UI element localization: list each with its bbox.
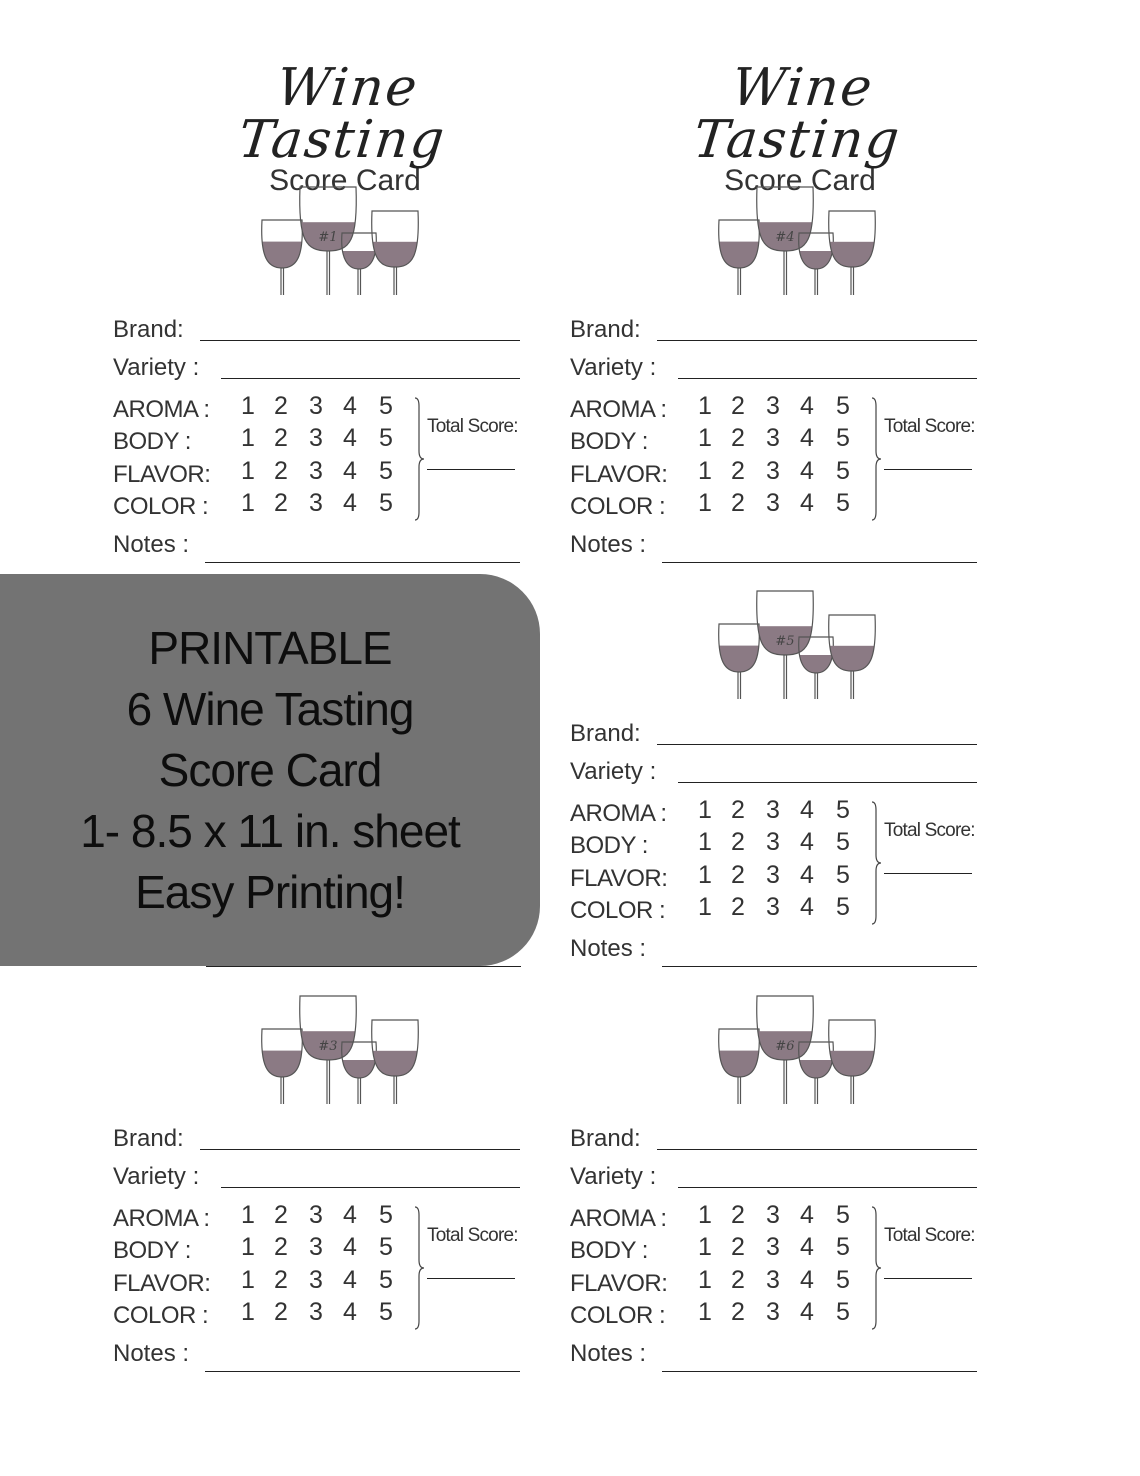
score-option[interactable]: 4 [800,828,814,856]
score-option[interactable]: 3 [766,1201,780,1229]
score-option[interactable]: 1 [698,861,712,889]
score-option[interactable]: 5 [836,861,850,889]
score-option[interactable]: 4 [800,1201,814,1229]
notes-line[interactable] [205,562,520,563]
notes-line[interactable] [662,562,977,563]
score-option[interactable]: 1 [698,1201,712,1229]
score-option[interactable]: 5 [836,828,850,856]
wine-fill [824,1051,880,1107]
variety-line[interactable] [678,378,977,379]
score-option[interactable]: 5 [836,392,850,420]
score-option[interactable]: 2 [731,796,745,824]
variety-label: Variety : [570,354,657,381]
brace-icon [870,1205,882,1331]
criterion-label: AROMA : [570,396,667,423]
brace-icon [413,396,425,522]
score-option[interactable]: 5 [379,392,393,420]
score-option[interactable]: 3 [766,1233,780,1261]
score-card [113,1125,533,1365]
score-option[interactable]: 2 [731,424,745,452]
score-option[interactable]: 3 [309,424,323,452]
notes-line[interactable] [662,966,977,967]
score-option[interactable]: 1 [698,1233,712,1261]
score-option[interactable]: 1 [241,457,255,485]
brand-label: Brand: [570,1125,641,1152]
variety-label: Variety : [570,1163,657,1190]
criterion-label: FLAVOR: [113,1270,211,1297]
score-option[interactable]: 2 [274,1298,288,1326]
wine-glasses-svg [712,994,882,1109]
wine-fill [714,242,764,290]
score-option[interactable]: 3 [766,489,780,517]
score-card [113,316,533,556]
promo-line: PRINTABLE [148,621,392,674]
score-option[interactable]: 3 [766,392,780,420]
score-option[interactable]: 1 [698,457,712,485]
criterion-label: AROMA : [113,1205,210,1232]
score-option[interactable]: 2 [274,457,288,485]
score-option[interactable]: 5 [836,424,850,452]
score-option[interactable]: 1 [241,1201,255,1229]
wine-fill [714,646,764,694]
criterion-label: AROMA : [570,1205,667,1232]
score-option[interactable]: 1 [698,1298,712,1326]
criterion-label: COLOR : [570,897,666,924]
score-option[interactable]: 3 [309,1233,323,1261]
score-option[interactable]: 1 [241,1266,255,1294]
criterion-label: FLAVOR: [570,1270,668,1297]
score-option[interactable]: 4 [343,424,357,452]
score-option[interactable]: 3 [309,457,323,485]
score-option[interactable]: 4 [343,1233,357,1261]
score-card [570,316,990,556]
score-option[interactable]: 4 [343,457,357,485]
score-option[interactable]: 4 [800,457,814,485]
score-option[interactable]: 5 [836,796,850,824]
criterion-label: COLOR : [113,493,209,520]
card-number: #1 [318,230,338,245]
brand-line[interactable] [200,340,520,341]
brand-line[interactable] [200,1149,520,1150]
promo-line: Score Card [158,743,382,796]
wine-glasses-illustration [255,185,425,300]
brace-icon [413,1205,425,1331]
score-option[interactable]: 5 [836,457,850,485]
criterion-label: FLAVOR: [570,461,668,488]
score-option[interactable]: 1 [241,392,255,420]
criterion-label: BODY : [113,428,191,455]
total-score-label: Total Score: [427,416,518,437]
score-option[interactable]: 2 [274,1266,288,1294]
brand-label: Brand: [113,1125,184,1152]
score-option[interactable]: 3 [766,424,780,452]
notes-label: Notes : [113,1340,190,1367]
brace-icon [870,800,882,926]
score-option[interactable]: 2 [731,828,745,856]
score-option[interactable]: 1 [698,796,712,824]
score-option[interactable]: 2 [731,893,745,921]
score-option[interactable]: 2 [731,457,745,485]
total-score-label: Total Score: [427,1225,518,1246]
card-number: #5 [775,634,795,649]
score-option[interactable]: 3 [766,1266,780,1294]
title-script: Wine Tasting [690,58,904,170]
wine-fill [824,242,880,298]
score-option[interactable]: 5 [379,1298,393,1326]
title-subtitle: Score Card [724,164,876,197]
total-score-label: Total Score: [884,416,975,437]
score-option[interactable]: 2 [731,489,745,517]
total-score-label: Total Score: [884,1225,975,1246]
variety-label: Variety : [113,354,200,381]
notes-line[interactable] [205,1371,520,1372]
variety-line[interactable] [221,378,520,379]
score-option[interactable]: 4 [343,1298,357,1326]
score-option[interactable]: 5 [836,489,850,517]
wine-glasses-svg [712,185,882,300]
variety-line[interactable] [678,782,977,783]
score-option[interactable]: 5 [836,1298,850,1326]
score-option[interactable]: 1 [698,392,712,420]
card-number: #6 [775,1039,795,1054]
score-option[interactable]: 4 [800,1266,814,1294]
score-option[interactable]: 4 [800,796,814,824]
title-script: Wine Tasting [235,58,449,170]
score-option[interactable]: 4 [800,424,814,452]
notes-label: Notes : [570,1340,647,1367]
promo-line: 6 Wine Tasting [126,682,414,735]
score-option[interactable]: 3 [766,893,780,921]
score-option[interactable]: 3 [309,392,323,420]
score-option[interactable]: 2 [731,1201,745,1229]
score-option[interactable]: 5 [379,1233,393,1261]
title-left [165,58,525,198]
variety-label: Variety : [113,1163,200,1190]
criterion-label: COLOR : [570,493,666,520]
score-option[interactable]: 2 [731,861,745,889]
score-option[interactable]: 5 [379,489,393,517]
criterion-label: FLAVOR: [113,461,211,488]
criterion-label: BODY : [570,428,648,455]
score-option[interactable]: 5 [379,424,393,452]
score-option[interactable]: 3 [309,1266,323,1294]
criterion-label: COLOR : [113,1302,209,1329]
score-option[interactable]: 3 [309,1298,323,1326]
total-score-line[interactable] [427,1278,515,1279]
brace-icon [870,396,882,522]
criterion-label: AROMA : [113,396,210,423]
criterion-label: AROMA : [570,800,667,827]
brand-label: Brand: [570,316,641,343]
criterion-label: BODY : [113,1237,191,1264]
wine-fill [367,242,423,298]
score-option[interactable]: 5 [379,1201,393,1229]
score-option[interactable]: 1 [241,1298,255,1326]
card-number: #4 [775,230,795,245]
score-option[interactable]: 1 [698,828,712,856]
total-score-line[interactable] [884,469,972,470]
score-option[interactable]: 2 [274,1201,288,1229]
wine-fill [257,1051,307,1099]
wine-glasses-illustration [712,185,882,300]
wine-fill [714,1051,764,1099]
score-option[interactable]: 5 [379,457,393,485]
score-option[interactable]: 2 [731,1266,745,1294]
wine-glasses-illustration [712,589,882,704]
brand-label: Brand: [113,316,184,343]
score-option[interactable]: 3 [766,796,780,824]
total-score-label: Total Score: [884,820,975,841]
criterion-label: FLAVOR: [570,865,668,892]
card-number: #3 [318,1039,338,1054]
score-option[interactable]: 1 [241,1233,255,1261]
criterion-label: COLOR : [570,1302,666,1329]
brand-line[interactable] [657,340,977,341]
score-card [570,1125,990,1365]
score-option[interactable]: 1 [241,489,255,517]
variety-line[interactable] [678,1187,977,1188]
brand-line[interactable] [657,744,977,745]
score-option[interactable]: 5 [836,1201,850,1229]
wine-fill [257,242,307,290]
criterion-label: BODY : [570,1237,648,1264]
promo-banner [0,574,540,966]
score-option[interactable]: 3 [766,828,780,856]
score-option[interactable]: 4 [343,1201,357,1229]
variety-label: Variety : [570,758,657,785]
score-option[interactable]: 4 [343,1266,357,1294]
notes-label: Notes : [113,531,190,558]
score-option[interactable]: 4 [343,392,357,420]
score-option[interactable]: 4 [800,489,814,517]
wine-fill [824,646,880,702]
score-option[interactable]: 2 [274,489,288,517]
notes-label: Notes : [570,531,647,558]
brand-line[interactable] [657,1149,977,1150]
score-option[interactable]: 3 [766,1298,780,1326]
total-score-line[interactable] [427,469,515,470]
total-score-line[interactable] [884,873,972,874]
score-option[interactable]: 2 [274,1233,288,1261]
title-right [620,58,980,198]
score-option[interactable]: 4 [800,861,814,889]
score-option[interactable]: 2 [731,392,745,420]
score-card [570,720,990,960]
notes-label: Notes : [570,935,647,962]
title-subtitle: Score Card [269,164,421,197]
score-option[interactable]: 3 [309,489,323,517]
promo-line: Easy Printing! [135,865,405,918]
score-option[interactable]: 2 [274,424,288,452]
score-option[interactable]: 3 [766,861,780,889]
brand-label: Brand: [570,720,641,747]
score-option[interactable]: 1 [698,424,712,452]
variety-line[interactable] [221,1187,520,1188]
score-option[interactable]: 4 [800,1233,814,1261]
score-option[interactable]: 3 [766,457,780,485]
notes-line[interactable] [662,1371,977,1372]
wine-glasses-svg [255,185,425,300]
promo-line: 1- 8.5 x 11 in. sheet [80,804,460,857]
score-option[interactable]: 4 [343,489,357,517]
wine-fill [367,1051,423,1107]
score-option[interactable]: 4 [800,392,814,420]
score-option[interactable]: 5 [836,893,850,921]
score-option[interactable]: 3 [309,1201,323,1229]
criterion-label: BODY : [570,832,648,859]
score-option[interactable]: 4 [800,1298,814,1326]
score-option[interactable]: 1 [241,424,255,452]
wine-glasses-illustration [255,994,425,1109]
score-option[interactable]: 5 [836,1233,850,1261]
score-option[interactable]: 2 [731,1233,745,1261]
wine-glasses-illustration [712,994,882,1109]
score-option[interactable]: 5 [836,1266,850,1294]
score-option[interactable]: 5 [379,1266,393,1294]
score-option[interactable]: 2 [274,392,288,420]
score-option[interactable]: 1 [698,1266,712,1294]
notes-line-partial [206,966,521,967]
score-option[interactable]: 2 [731,1298,745,1326]
wine-glasses-svg [255,994,425,1109]
score-option[interactable]: 4 [800,893,814,921]
score-option[interactable]: 1 [698,893,712,921]
total-score-line[interactable] [884,1278,972,1279]
wine-glasses-svg [712,589,882,704]
score-option[interactable]: 1 [698,489,712,517]
